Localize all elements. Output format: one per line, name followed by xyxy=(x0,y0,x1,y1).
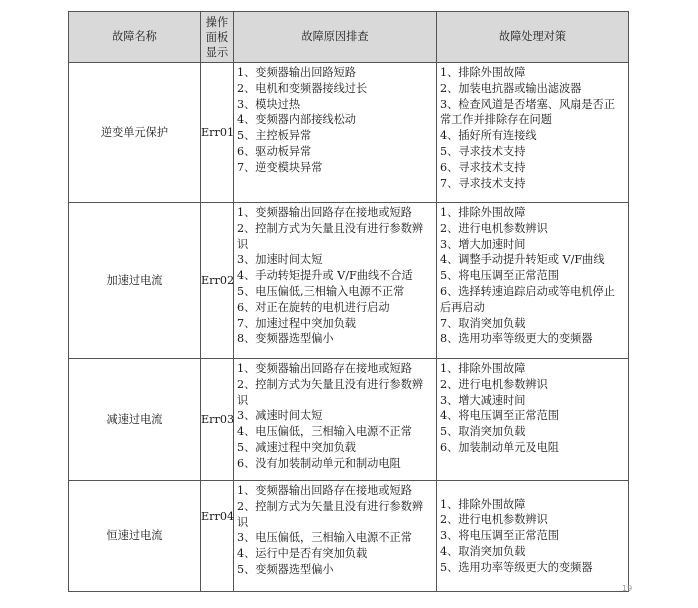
cause-item: 2、控制方式为矢量且没有进行参数辨识 xyxy=(237,221,424,251)
header-panel-display-line: 操作 xyxy=(205,15,229,29)
fault-name: 逆变单元保护 xyxy=(69,63,201,203)
cause-item: 3、电压偏低，三相输入电源不正常 xyxy=(237,531,412,545)
fault-code: Err04 xyxy=(201,481,234,592)
action-item: 4、插好所有连接线 xyxy=(440,129,537,143)
action-list xyxy=(437,481,629,592)
fault-table xyxy=(68,11,629,592)
cause-item: 3、加速时间太短 xyxy=(237,253,323,267)
header-panel-display-line: 显示 xyxy=(205,45,229,59)
header-fault-name: 故障名称 xyxy=(69,12,201,63)
header-row xyxy=(69,12,629,63)
header-fault-action: 故障处理对策 xyxy=(437,12,629,63)
cause-list xyxy=(234,203,437,359)
cause-item: 6、没有加装制动单元和制动电阻 xyxy=(237,456,401,470)
action-item: 7、取消突加负载 xyxy=(440,316,526,330)
action-item: 6、寻求技术支持 xyxy=(440,160,526,174)
table-row xyxy=(69,359,629,481)
fault-code: Err02 xyxy=(201,203,234,359)
cause-item: 5、变频器选型偏小 xyxy=(237,562,334,576)
action-list xyxy=(437,203,629,359)
header-fault-cause: 故障原因排查 xyxy=(234,12,437,63)
fault-code: Err01 xyxy=(201,63,234,203)
action-item: 3、增大加速时间 xyxy=(440,237,526,251)
action-item: 1、排除外围故障 xyxy=(440,66,526,79)
cause-item: 3、减速时间太短 xyxy=(237,409,323,423)
page-number: 19 xyxy=(622,584,633,593)
cause-item: 4、电压偏低，三相输入电源不正常 xyxy=(237,425,412,439)
action-item: 7、寻求技术支持 xyxy=(440,176,526,190)
cause-list xyxy=(234,63,437,203)
cause-item: 4、手动转矩提升或 V/F曲线不合适 xyxy=(237,269,413,283)
action-item: 3、增大减速时间 xyxy=(440,393,526,407)
action-item: 3、将电压调至正常范围 xyxy=(440,529,559,543)
cause-item: 3、模块过热 xyxy=(237,97,301,111)
action-item: 5、寻求技术支持 xyxy=(440,144,526,158)
action-item: 2、进行电机参数辨识 xyxy=(440,221,548,235)
action-item: 6、选择转速追踪启动或等电机停止后再启动 xyxy=(440,284,615,314)
cause-item: 8、变频器选型偏小 xyxy=(237,332,334,346)
table-row xyxy=(69,203,629,359)
action-item: 5、取消突加负载 xyxy=(440,425,526,439)
cause-item: 2、电机和变频器接线过长 xyxy=(237,81,368,95)
cause-item: 5、减速过程中突加负载 xyxy=(237,440,356,454)
action-item: 4、取消突加负载 xyxy=(440,544,526,558)
cause-item: 1、变频器输出回路存在接地或短路 xyxy=(237,484,412,497)
fault-code: Err03 xyxy=(201,359,234,481)
action-item: 4、将电压调至正常范围 xyxy=(440,409,559,423)
cause-item: 7、加速过程中突加负载 xyxy=(237,316,356,330)
cause-item: 2、控制方式为矢量且没有进行参数辨识 xyxy=(237,377,424,407)
cause-item: 1、变频器输出回路存在接地或短路 xyxy=(237,206,412,219)
table-row xyxy=(69,481,629,592)
action-list xyxy=(437,63,629,203)
cause-item: 7、逆变模块异常 xyxy=(237,160,323,174)
cause-item: 6、驱动板异常 xyxy=(237,144,312,158)
header-panel-display-line: 面板 xyxy=(205,30,229,44)
fault-name: 恒速过电流 xyxy=(69,481,201,592)
fault-name: 加速过电流 xyxy=(69,203,201,359)
action-list xyxy=(437,359,629,481)
cause-item: 1、变频器输出回路短路 xyxy=(237,66,356,79)
cause-item: 5、电压偏低,三相输入电源不正常 xyxy=(237,284,405,298)
cause-item: 6、对正在旋转的电机进行启动 xyxy=(237,300,390,314)
table-row xyxy=(69,63,629,203)
action-item: 6、加装制动单元及电阻 xyxy=(440,440,559,454)
action-item: 8、选用功率等级更大的变频器 xyxy=(440,332,593,346)
cause-item: 4、运行中是否有突加负载 xyxy=(237,547,368,561)
cause-item: 4、变频器内部接线松动 xyxy=(237,113,356,127)
action-item: 2、加装电抗器或输出滤波器 xyxy=(440,81,582,95)
action-item: 1、排除外围故障 xyxy=(440,206,526,219)
action-item: 1、排除外围故障 xyxy=(440,362,526,375)
cause-item: 5、主控板异常 xyxy=(237,129,312,143)
cause-list xyxy=(234,359,437,481)
action-item: 2、进行电机参数辨识 xyxy=(440,377,548,391)
cause-item: 1、变频器输出回路存在接地或短路 xyxy=(237,362,412,375)
action-item: 3、检查风道是否堵塞、风扇是否正常工作并排除存在问题 xyxy=(440,97,615,127)
fault-name: 减速过电流 xyxy=(69,359,201,481)
action-item: 4、调整手动提升转矩或 V/F曲线 xyxy=(440,253,605,267)
cause-item: 2、控制方式为矢量且没有进行参数辨识 xyxy=(237,499,424,529)
action-item: 1、排除外围故障 xyxy=(440,497,526,511)
cause-list xyxy=(234,481,437,592)
action-item: 2、进行电机参数辨识 xyxy=(440,513,548,527)
header-panel-display xyxy=(201,12,234,63)
action-item: 5、选用功率等级更大的变频器 xyxy=(440,560,593,574)
action-item: 5、将电压调至正常范围 xyxy=(440,269,559,283)
